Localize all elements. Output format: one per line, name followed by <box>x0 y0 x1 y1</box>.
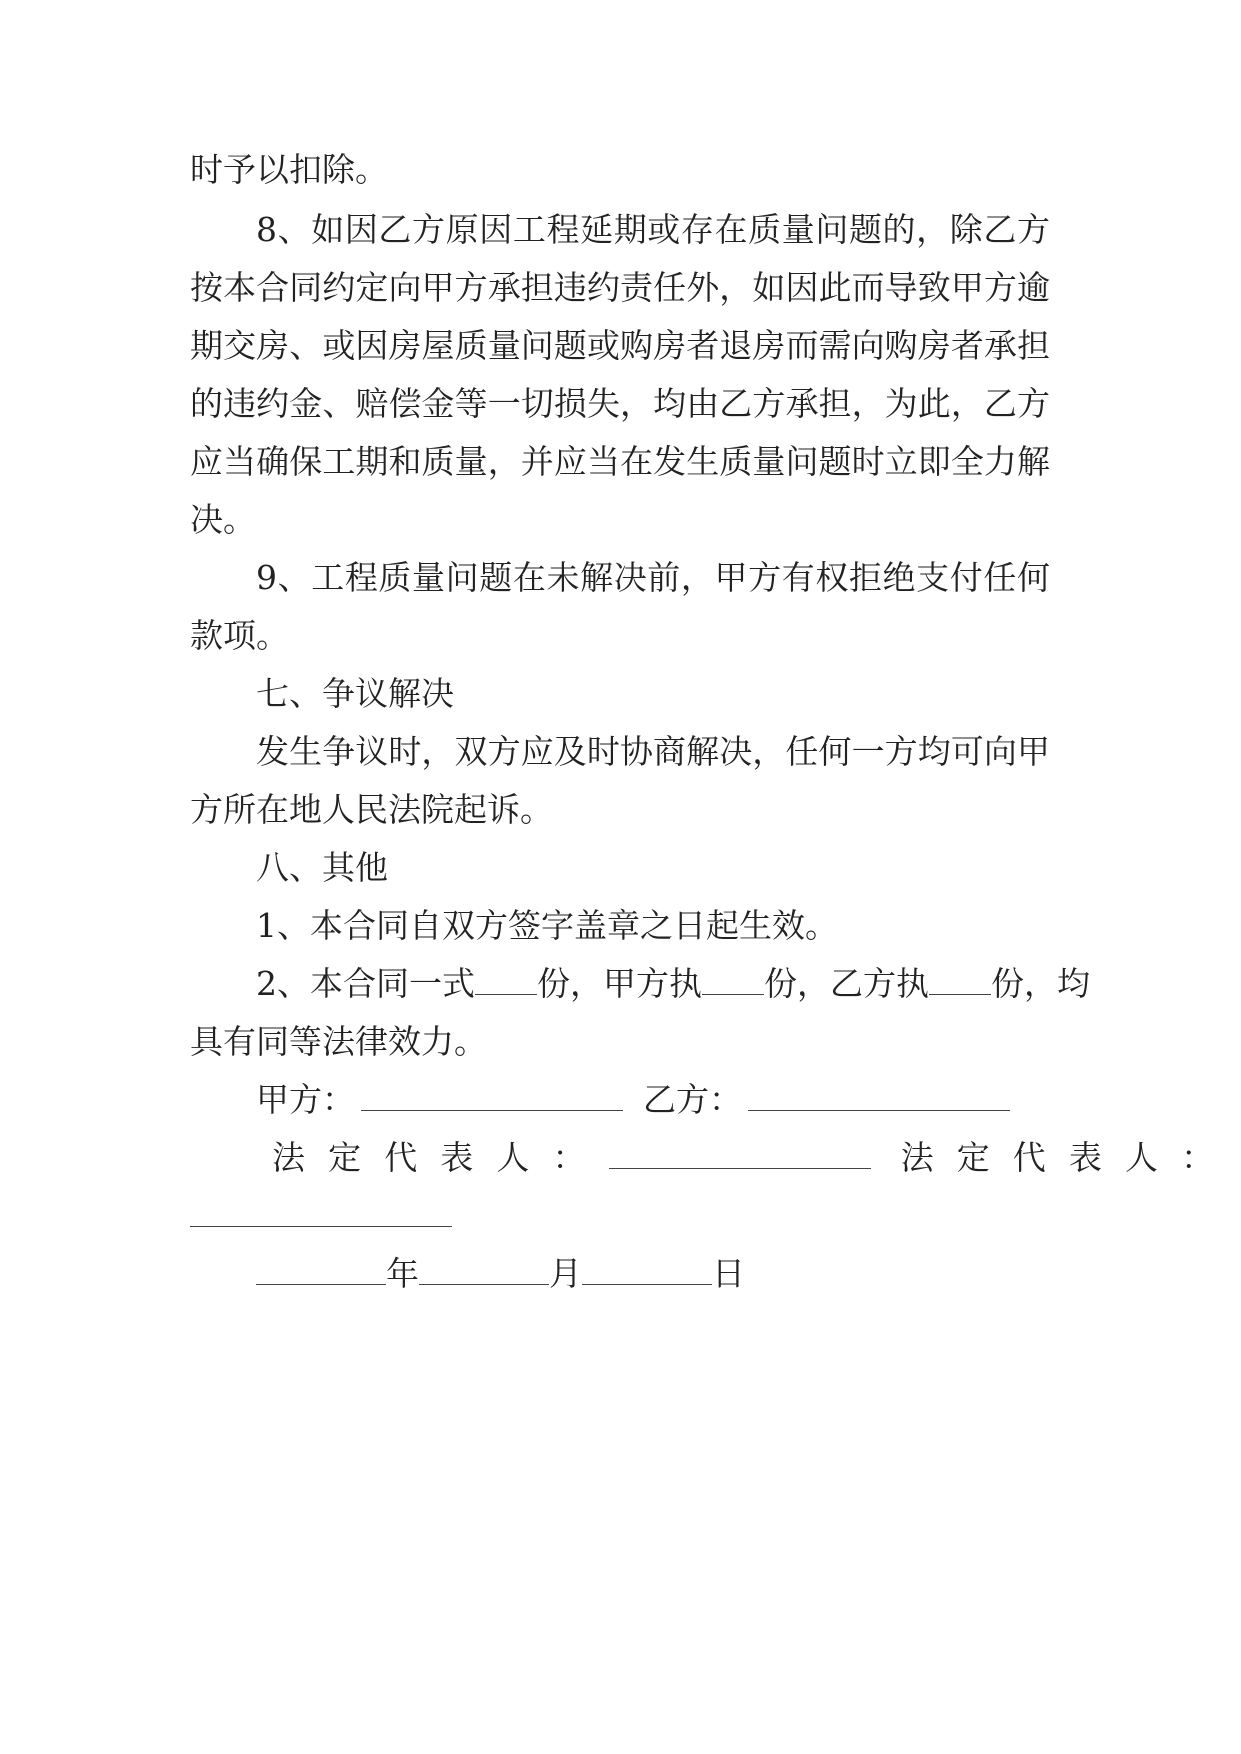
paragraph-line: 按本合同约定向甲方承担违约责任外，如因此而导致甲方逾 <box>190 268 1050 307</box>
paragraph-line: 方所在地人民法院起诉。 <box>190 790 553 829</box>
paragraph-line: 决。 <box>190 500 256 539</box>
paragraph-line: 的违约金、赔偿金等一切损失，均由乙方承担，为此，乙方 <box>190 384 1050 423</box>
clause-text: 份，均 <box>991 964 1090 1003</box>
day-label: 日 <box>712 1254 745 1293</box>
rep-a-blank[interactable] <box>609 1138 871 1169</box>
other-clause-2 <box>256 964 1090 1004</box>
representative-signature-row <box>272 1138 1238 1178</box>
paragraph-line: 具有同等法律效力。 <box>190 1022 487 1061</box>
day-blank[interactable] <box>582 1254 712 1285</box>
party-a-blank[interactable] <box>361 1080 623 1111</box>
paragraph-line: 款项。 <box>190 616 289 655</box>
year-blank[interactable] <box>256 1254 386 1285</box>
clause-text: 份，甲方执 <box>537 964 702 1003</box>
clause-9-line: 9、工程质量问题在未解决前，甲方有权拒绝支付任何 <box>256 558 1050 597</box>
party-signature-row <box>256 1080 1050 1120</box>
month-label: 月 <box>549 1254 582 1293</box>
party-b-blank[interactable] <box>748 1080 1010 1111</box>
rep-b-label: 法定代表人： <box>900 1138 1238 1177</box>
date-row <box>256 1254 1050 1294</box>
paragraph-line: 期交房、或因房屋质量问题或购房者退房而需向购房者承担 <box>190 326 1050 365</box>
clause-text: 2、本合同一式 <box>256 964 475 1003</box>
party-b-label: 乙方： <box>643 1080 742 1119</box>
party-a-label: 甲方： <box>256 1080 355 1119</box>
clause-text: 份，乙方执 <box>764 964 929 1003</box>
rep-b-blank-row <box>190 1196 1050 1236</box>
section-heading-other: 八、其他 <box>256 848 388 887</box>
rep-b-blank[interactable] <box>190 1196 452 1227</box>
section-heading-dispute: 七、争议解决 <box>256 674 454 713</box>
dispute-paragraph-line: 发生争议时，双方应及时协商解决，任何一方均可向甲 <box>256 732 1050 771</box>
year-label: 年 <box>386 1254 419 1293</box>
paragraph-line: 时予以扣除。 <box>190 150 388 189</box>
rep-a-label: 法定代表人： <box>272 1138 609 1177</box>
other-clause-1: 1、本合同自双方签字盖章之日起生效。 <box>256 906 838 945</box>
month-blank[interactable] <box>419 1254 549 1285</box>
clause-8-line: 8、如因乙方原因工程延期或存在质量问题的，除乙方 <box>256 210 1050 249</box>
paragraph-line: 应当确保工期和质量，并应当在发生质量问题时立即全力解 <box>190 442 1050 481</box>
copies-total-blank[interactable] <box>475 964 537 995</box>
copies-party-a-blank[interactable] <box>702 964 764 995</box>
copies-party-b-blank[interactable] <box>929 964 991 995</box>
